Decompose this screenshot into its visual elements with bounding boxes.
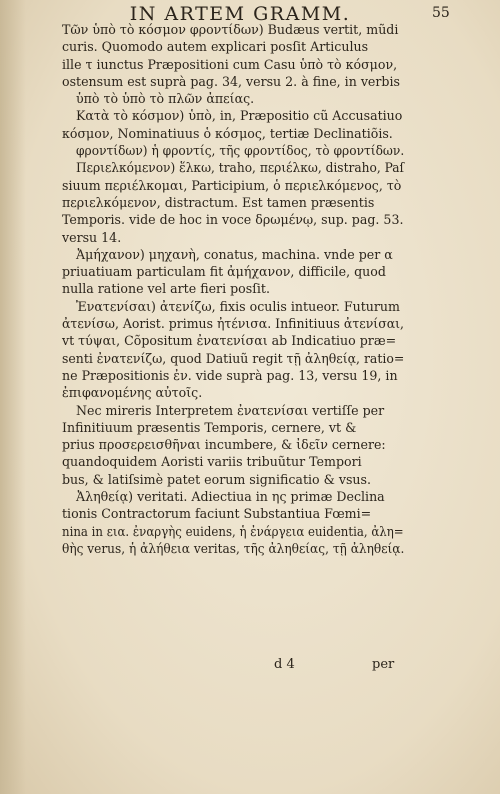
paragraph-phrontidon (62, 142, 404, 159)
text-line: ἀτενίσω, Aorist. primus ἠτένισα. Infinitiuus ἀτενίσαι, (62, 316, 405, 332)
text-line: vt τύψαι, Cõpositum ἐνατενίσαι ab Indicatiuo præ= (62, 333, 397, 349)
text-body (62, 21, 404, 557)
page-number: 55 (432, 5, 450, 21)
text-line: nulla ratione vel arte fieri posſit. (62, 281, 270, 297)
text-line: Ἐνατενίσαι) ἀτενίζω, fixis oculis intueor. Futurum (76, 298, 400, 314)
text-line: Τῶν ὑπὸ τὸ κόσμον φροντίδων) Budæus vertit, mũdi (62, 22, 399, 37)
text-line: ostensum est suprà pag. 34, versu 2. à fine, in verbis (62, 73, 400, 89)
text-line: Κατὰ τὸ κόσμον) ὑπὸ, in, Præpositio cũ Accusatiuo (76, 108, 403, 124)
paragraph-aletheia (62, 488, 404, 557)
paragraph-nec-mireris (62, 402, 404, 488)
text-line: versu 14. (62, 229, 122, 245)
paragraph-kata (62, 107, 404, 142)
text-line: prius προσερεισθῆναι incumbere, & ἰδεῖν cernere: (62, 437, 386, 453)
paragraph-perielkomenon (62, 159, 404, 245)
text-line: Ἀληθείᾳ) veritati. Adiectiua in ης primæ Declina (76, 489, 385, 505)
text-line: ἐπιφανομένης αὐτοῖς. (62, 385, 203, 401)
text-line: φροντίδων) ἡ φροντίς, τῆς φροντίδος, τὸ φροντίδων. (76, 143, 405, 159)
signature-mark: d 4 (274, 657, 295, 672)
text-line: ὑπὸ τὸ ὑπὸ τὸ πλῶν ἀπείας. (76, 91, 255, 107)
text-line: Περιελκόμενον) ἕλκω, traho, περιέλκω, distraho, Paſ (76, 160, 405, 176)
text-line: περιελκόμενον, distractum. Est tamen præsentis (62, 194, 375, 210)
catchword: per (372, 657, 395, 672)
text-line: ne Præpositionis ἐν. vide suprà pag. 13, versu 19, in (62, 367, 398, 383)
text-line: siuum περιέλκομαι, Participium, ὁ περιελκόμενος, τὸ (62, 177, 402, 193)
running-title: IN ARTEM GRAMM. (129, 3, 351, 25)
text-line: bus, & latiſsimè patet eorum significatio & vsus. (62, 471, 371, 487)
text-line: ille τ iunctus Præpositioni cum Casu ὑπὸ τὸ κόσμον, (62, 56, 398, 72)
text-line: Nec mireris Interpretem ἐνατενίσαι vertiſſe per (76, 402, 385, 418)
text-line: tionis Contractorum faciunt Substantiua Fœmi= (62, 506, 372, 522)
page-footer (0, 657, 500, 677)
text-line: curis. Quomodo autem explicari posſit Articulus (62, 39, 369, 55)
paragraph-enatenisai (62, 298, 404, 402)
text-line: Infinitiuum præsentis Temporis, cernere, vt & (62, 419, 357, 435)
text-line: Ἀμήχανον) μηχανὴ, conatus, machina. vnde per α (76, 246, 393, 262)
text-line: nina in εια. ἐναργὴς euidens, ἡ ἐνάργεια euidentia, ἀλη= (62, 523, 404, 539)
text-line: senti ἐνατενίζω, quod Datiuũ regit τῇ ἀληθείᾳ, ratio= (62, 350, 405, 366)
text-line: θὴς verus, ἡ ἀλήθεια veritas, τῆς ἀληθείας, τῇ ἀληθείᾳ. (62, 540, 405, 556)
text-line: priuatiuam particulam fit ἀμήχανον, difficile, quod (62, 264, 386, 280)
paragraph-amechanon (62, 246, 404, 298)
text-line: κόσμον, Nominatiuus ὁ κόσμος, tertiæ Declinatiõis. (62, 125, 393, 141)
text-line: quandoquidem Aoristi variis tribuũtur Tempori (62, 454, 362, 470)
text-line: Temporis. vide de hoc in voce δρωμένῳ, sup. pag. 53. (62, 212, 404, 228)
paragraph-budaeus (62, 21, 404, 107)
